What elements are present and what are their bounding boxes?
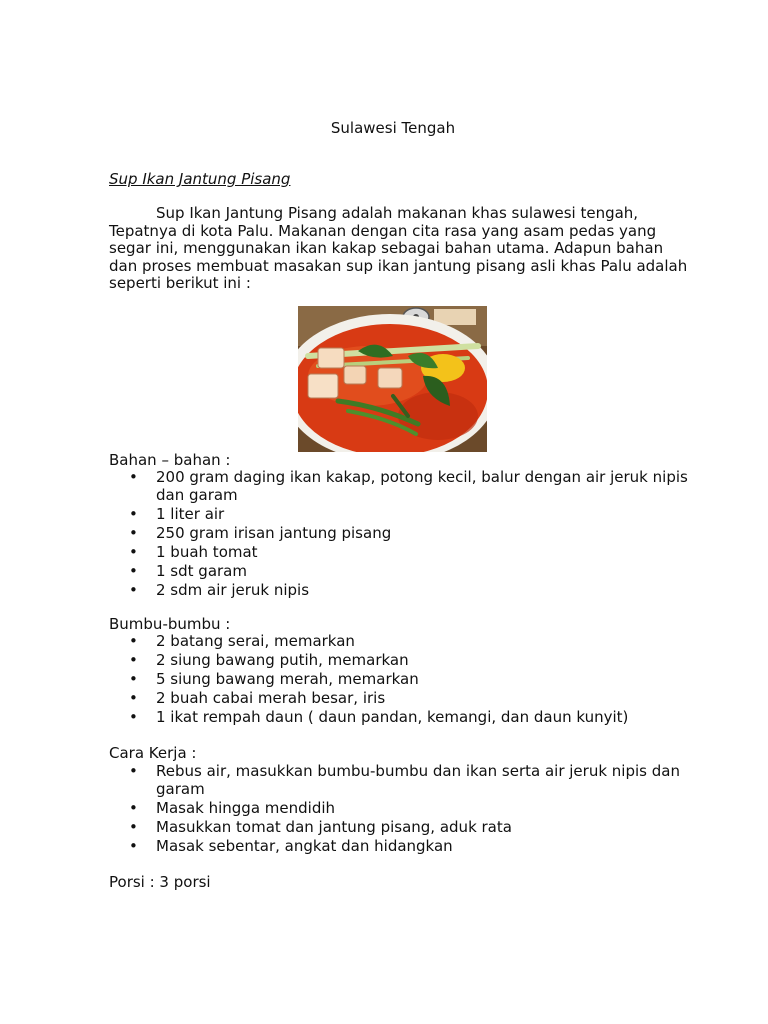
- list-item: • Masak hingga mendidih: [109, 800, 689, 818]
- page-title: Sulawesi Tengah: [330, 119, 456, 137]
- steps-label: Cara Kerja :: [109, 744, 197, 762]
- list-item: • 2 siung bawang putih, memarkan: [109, 652, 689, 670]
- recipe-title: Sup Ikan Jantung Pisang: [109, 170, 291, 188]
- list-item: • 2 batang serai, memarkan: [109, 633, 689, 651]
- list-item: • 5 siung bawang merah, memarkan: [109, 671, 689, 689]
- ingredients-list: [109, 469, 689, 601]
- list-item: • 1 liter air: [109, 506, 689, 524]
- soup-photo: [298, 306, 487, 452]
- list-item: • 2 sdm air jeruk nipis: [109, 582, 689, 600]
- portion-text: Porsi : 3 porsi: [109, 873, 211, 891]
- spices-list: [109, 633, 689, 728]
- list-item: • 1 buah tomat: [109, 544, 689, 562]
- list-item: • 1 sdt garam: [109, 563, 689, 581]
- fish-chunk: [318, 348, 344, 368]
- list-item: • 2 buah cabai merah besar, iris: [109, 690, 689, 708]
- list-item: • 200 gram daging ikan kakap, potong kecil, balur dengan air jeruk nipis dan garam: [109, 469, 689, 504]
- list-item: • 250 gram irisan jantung pisang: [109, 525, 689, 543]
- steps-list: [109, 763, 689, 857]
- list-item: • Masak sebentar, angkat dan hidangkan: [109, 838, 689, 856]
- ingredients-label: Bahan – bahan :: [109, 451, 231, 469]
- list-item: • Rebus air, masukkan bumbu-bumbu dan ikan serta air jeruk nipis dan garam: [109, 763, 689, 798]
- list-item: • Masukkan tomat dan jantung pisang, aduk rata: [109, 819, 689, 837]
- intro-paragraph: Sup Ikan Jantung Pisang adalah makanan khas sulawesi tengah, Tepatnya di kota Palu. Makanan dengan cita rasa yang asam pedas yang segar ini, menggunakan ikan kakap sebagai bahan utama. Adapun bahan dan proses membuat masakan sup ikan jantung pisang asli khas Palu adalah seperti berikut ini :: [109, 204, 688, 292]
- list-item: • 1 ikat rempah daun ( daun pandan, kemangi, dan daun kunyit): [109, 709, 689, 727]
- spices-label: Bumbu-bumbu :: [109, 615, 231, 633]
